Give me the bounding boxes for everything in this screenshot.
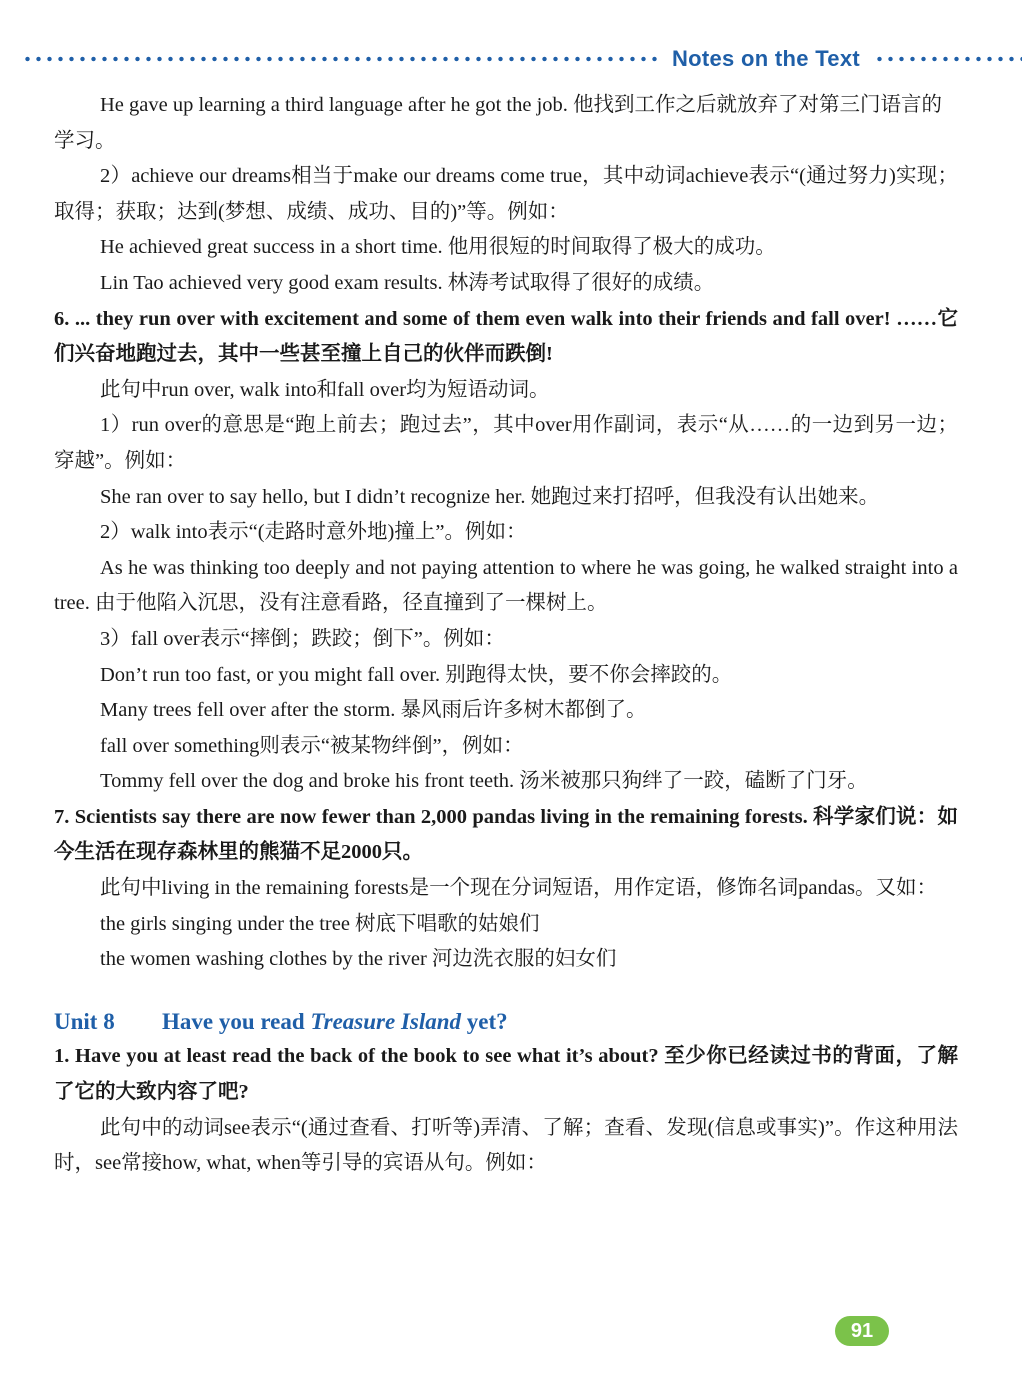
example-sentence: He achieved great success in a short time. 他用很短的时间取得了极大的成功。 — [100, 236, 776, 259]
note-paragraph: 此句中的动词see表示“(通过查看、打听等)弄清、了解；查看、发现(信息或事实)”。作这种用法时，see常接how, what, when等引导的宾语从句。例如： — [54, 1116, 958, 1175]
example-sentence: As he was thinking too deeply and not paying attention to where he was going, he walked straight into a tree. 由于他陷入沉思，没有注意看路，径直撞到了一棵树上。 — [54, 556, 958, 615]
note-paragraph: 2）achieve our dreams相当于make our dreams come true，其中动词achieve表示“(通过努力)实现；取得；获取；达到(梦想、成绩、成功、目的)”等。例如： — [54, 165, 958, 223]
note-paragraph: 3）fall over表示“摔倒；跌跤；倒下”。例如： — [100, 627, 505, 650]
running-header — [22, 44, 1022, 74]
unit-title-end: yet? — [461, 1008, 508, 1034]
example-sentence: Don’t run too fast, or you might fall over. 别跑得太快，要不你会摔跤的。 — [100, 663, 733, 686]
header-title: Notes on the Text — [671, 46, 860, 71]
example-phrase: the girls singing under the tree 树底下唱歌的姑娘们 — [100, 912, 540, 935]
page-body — [54, 88, 958, 1182]
example-sentence: Lin Tao achieved very good exam results. 林涛考试取得了很好的成绩。 — [100, 271, 715, 294]
example-sentence: She ran over to say hello, but I didn’t recognize her. 她跑过来打招呼，但我没有认出她来。 — [100, 485, 880, 508]
note-heading-6: 6. ... they run over with excitement and some of them even walk into their friends and fall over! ……它们兴奋地跑过去，其中一些甚至撞上自己的伙伴而跌倒! — [54, 307, 958, 366]
header-dotted-rule-left — [22, 56, 658, 62]
unit-label: Unit 8 — [54, 1008, 115, 1034]
example-sentence: Many trees fell over after the storm. 暴风雨后许多树木都倒了。 — [100, 699, 647, 722]
example-sentence: He gave up learning a third language after he got the job. 他找到工作之后就放弃了对第三门语言的学习。 — [54, 94, 943, 152]
note-paragraph: 此句中run over, walk into和fall over均为短语动词。 — [100, 378, 550, 401]
note-heading-7: 7. Scientists say there are now fewer than 2,000 pandas living in the remaining forests. 科学家们说：如今生活在现存森林里的熊猫不足2000只。 — [54, 805, 958, 864]
unit-title-start: Have you read — [162, 1008, 311, 1034]
example-phrase: the women washing clothes by the river 河边洗衣服的妇女们 — [100, 948, 617, 971]
note-paragraph: 此句中living in the remaining forests是一个现在分词短语，用作定语，修饰名词pandas。又如： — [100, 877, 938, 900]
note-paragraph: 1）run over的意思是“跑上前去；跑过去”，其中over用作副词，表示“从……的一边到另一边；穿越”。例如： — [54, 414, 958, 472]
note-paragraph: 2）walk into表示“(走路时意外地)撞上”。例如： — [100, 521, 527, 544]
unit-title-book: Treasure Island — [310, 1008, 462, 1034]
unit-heading — [54, 1004, 958, 1040]
page-number-badge: 91 — [835, 1316, 889, 1346]
header-dotted-rule-right — [874, 56, 1022, 62]
note-paragraph: fall over something则表示“被某物绊倒”，例如： — [100, 734, 524, 757]
note-heading-1: 1. Have you at least read the back of the book to see what it’s about? 至少你已经读过书的背面，了解了它的大致内容了吧? — [54, 1045, 958, 1104]
example-sentence: Tommy fell over the dog and broke his front teeth. 汤米被那只狗绊了一跤，磕断了门牙。 — [100, 770, 868, 793]
